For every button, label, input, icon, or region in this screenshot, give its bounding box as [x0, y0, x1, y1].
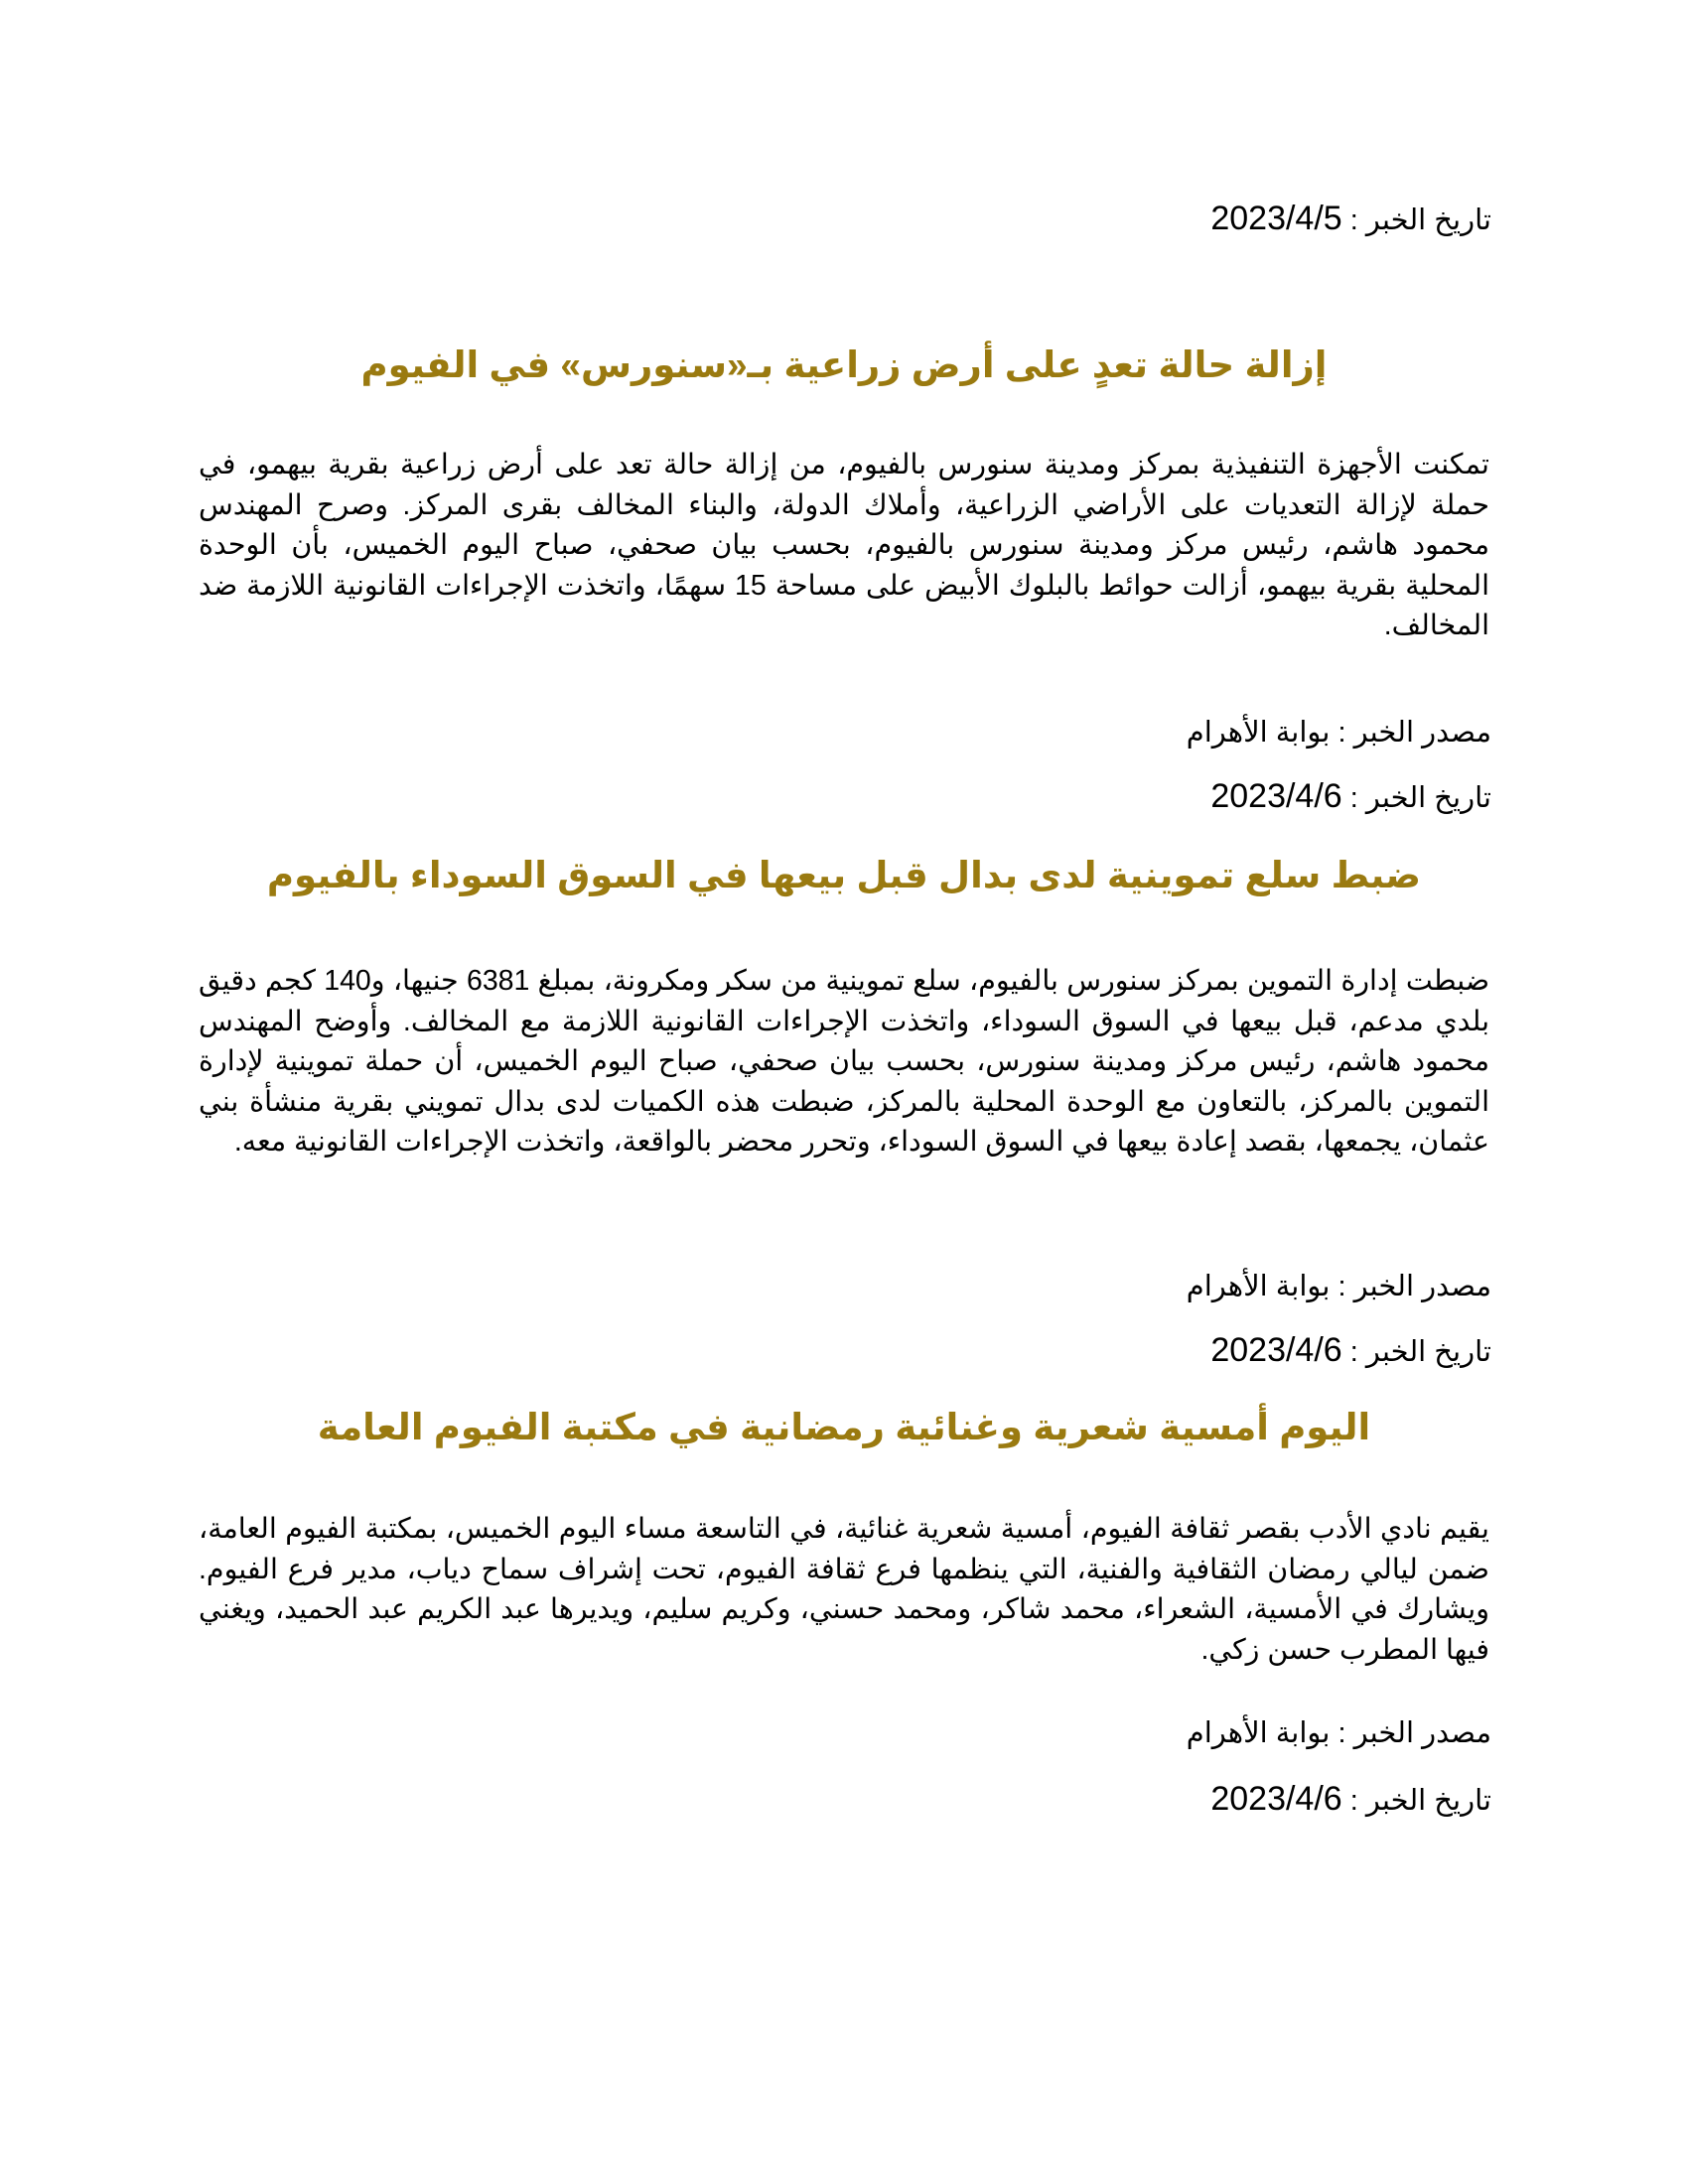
source-value: بوابة الأهرام [1186, 1271, 1331, 1302]
date-label: تاريخ الخبر : [1341, 205, 1491, 236]
article-3-title: اليوم أمسية شعرية وغنائية رمضانية في مكتبة الفيوم العامة [317, 1407, 1371, 1447]
article-1-source [1187, 713, 1491, 752]
article-1-date [1210, 199, 1491, 240]
article-3-source [1187, 1713, 1491, 1753]
source-label: مصدر الخبر : [1330, 717, 1491, 749]
article-2-body: ضبطت إدارة التموين بمركز سنورس بالفيوم، سلع تموينية من سكر ومكرونة، بمبلغ 6381 جنيها، و140 كجم دقيق بلدي مدعم، قبل بيعها في السوق السوداء، واتخذت الإجراءات القانونية اللازمة مع المخالف. وأوضح المهندس محمود هاشم، رئيس مركز ومدينة سنورس، بحسب بيان صحفي، صباح اليوم الخميس، أن حملة تموينية لإدارة التموين بالمركز، بالتعاون مع الوحدة المحلية بالمركز، ضبطت هذه الكميات لدى بدال تمويني بقرية منشأة بني عثمان، يجمعها، بقصد إعادة بيعها في السوق السوداء، وتحرر محضر بالواقعة، واتخذت الإجراءات القانونية معه. [199, 965, 1490, 1158]
date-value: 2023/4/5 [1210, 200, 1342, 237]
article-2-title: ضبط سلع تموينية لدى بدال قبل بيعها في السوق السوداء بالفيوم [266, 855, 1422, 895]
source-label: مصدر الخبر : [1330, 1271, 1491, 1302]
date-value: 2023/4/6 [1210, 1780, 1342, 1818]
date-label: تاريخ الخبر : [1341, 1785, 1491, 1817]
footer-date [1210, 1779, 1491, 1821]
date-label: تاريخ الخبر : [1341, 1336, 1491, 1368]
article-1-title: إزالة حالة تعدٍ على أرض زراعية بـ«سنورس» في الفيوم [360, 344, 1328, 385]
article-1-body: تمكنت الأجهزة التنفيذية بمركز ومدينة سنورس بالفيوم، من إزالة حالة تعد على أرض زراعية بقرية بيهمو، في حملة لإزالة التعديات على الأراضي الزراعية، وأملاك الدولة، والبناء المخالف بقرى المركز. وصرح المهندس محمود هاشم، رئيس مركز ومدينة سنورس بالفيوم، بحسب بيان صحفي، صباح اليوم الخميس، بأن الوحدة المحلية بقرية بيهمو، أزالت حوائط بالبلوك الأبيض على مساحة 15 سهمًا، واتخذت الإجراءات القانونية اللازمة ضد المخالف. [199, 449, 1489, 641]
source-value: بوابة الأهرام [1186, 717, 1331, 749]
source-value: بوابة الأهرام [1186, 1717, 1331, 1749]
date-value: 2023/4/6 [1210, 1331, 1342, 1369]
article-3-date [1210, 1330, 1491, 1372]
article-3-body: يقيم نادي الأدب بقصر ثقافة الفيوم، أمسية شعرية غنائية، في التاسعة مساء اليوم الخميس، بمكتبة الفيوم العامة، ضمن ليالي رمضان الثقافية والفنية، التي ينظمها فرع ثقافة الفيوم، تحت إشراف سماح دياب، مدير فرع الفيوم. ويشارك في الأمسية، الشعراء، محمد شاكر، ومحمد حسني، وكريم سليم، ويديرها عبد الكريم عبد الحميد، ويغني فيها المطرب حسن زكي. [199, 1513, 1489, 1666]
source-label: مصدر الخبر : [1330, 1717, 1491, 1749]
date-label: تاريخ الخبر : [1341, 782, 1491, 814]
date-value: 2023/4/6 [1210, 777, 1342, 815]
article-2-source [1187, 1267, 1491, 1306]
article-2-date [1210, 776, 1491, 818]
